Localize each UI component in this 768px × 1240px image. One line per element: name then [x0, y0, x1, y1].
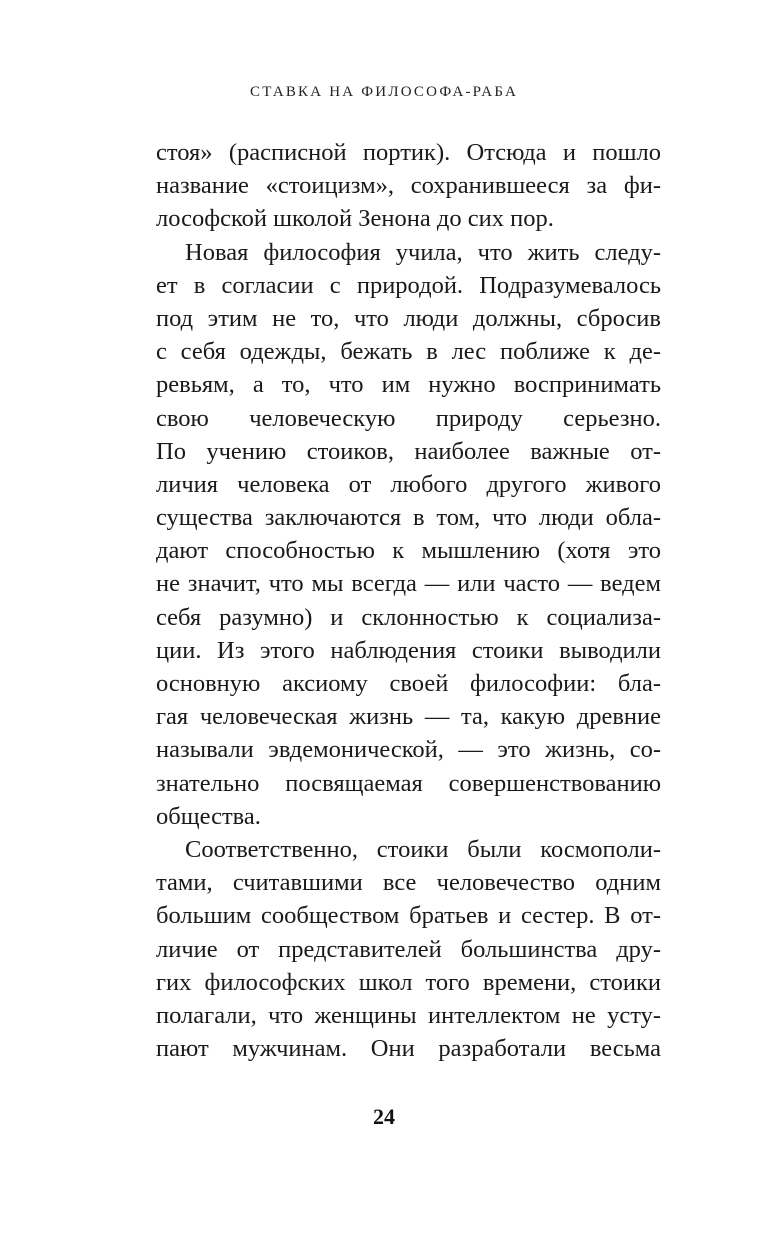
text-line: гих философских школ того времени, стоики: [156, 968, 661, 996]
text-line: основную аксиому своей философии: бла-: [156, 670, 661, 697]
text-line: ции. Из этого наблюдения стоики выводили: [156, 636, 661, 664]
text-line: большим сообществом братьев и сестер. В от-: [156, 902, 661, 930]
text-line: лософской школой Зенона до сих пор.: [156, 205, 554, 233]
text-line: гая человеческая жизнь — та, какую древние: [156, 703, 661, 731]
text-line: полагали, что женщины интеллектом не усту-: [156, 1001, 661, 1029]
text-line: свою человеческую природу серьезно.: [156, 404, 661, 432]
text-line: называли эвдемонической, — это жизнь, со-: [156, 736, 661, 764]
text-line: общества.: [156, 802, 261, 830]
paragraph-first-line: Новая философия учила, что жить следу-: [185, 238, 661, 266]
text-line: название «стоицизм», сохранившееся за фи-: [156, 172, 661, 200]
running-header: СТАВКА НА ФИЛОСОФА-РАБА: [250, 84, 518, 100]
text-line: знательно посвящаемая совершенствованию: [156, 769, 661, 797]
text-line: стоя» (расписной портик). Отсюда и пошло: [156, 139, 661, 166]
paragraph-first-line: Соответственно, стоики были космополи-: [185, 835, 661, 863]
text-line: под этим не то, что люди должны, сбросив: [156, 304, 661, 332]
text-line: дают способностью к мышлению (хотя это: [156, 537, 661, 565]
page-number: 24: [373, 1104, 395, 1129]
text-line: пают мужчинам. Они разработали весьма: [156, 1035, 661, 1063]
text-line: ревьям, а то, что им нужно воспринимать: [156, 371, 661, 399]
text-line: не значит, что мы всегда — или часто — ведем: [156, 570, 661, 598]
text-line: ет в согласии с природой. Подразумевалось: [156, 271, 661, 299]
body-text: [156, 136, 661, 1065]
text-line: личие от представителей большинства дру-: [156, 935, 661, 963]
text-line: тами, считавшими все человечество одним: [156, 869, 661, 897]
text-line: себя разумно) и склонностью к социализа-: [156, 603, 661, 631]
text-line: личия человека от любого другого живого: [156, 470, 661, 498]
text-line: существа заключаются в том, что люди обла-: [156, 504, 661, 532]
text-line: По учению стоиков, наиболее важные от-: [156, 437, 661, 465]
text-line: с себя одежды, бежать в лес поближе к де-: [156, 338, 661, 366]
